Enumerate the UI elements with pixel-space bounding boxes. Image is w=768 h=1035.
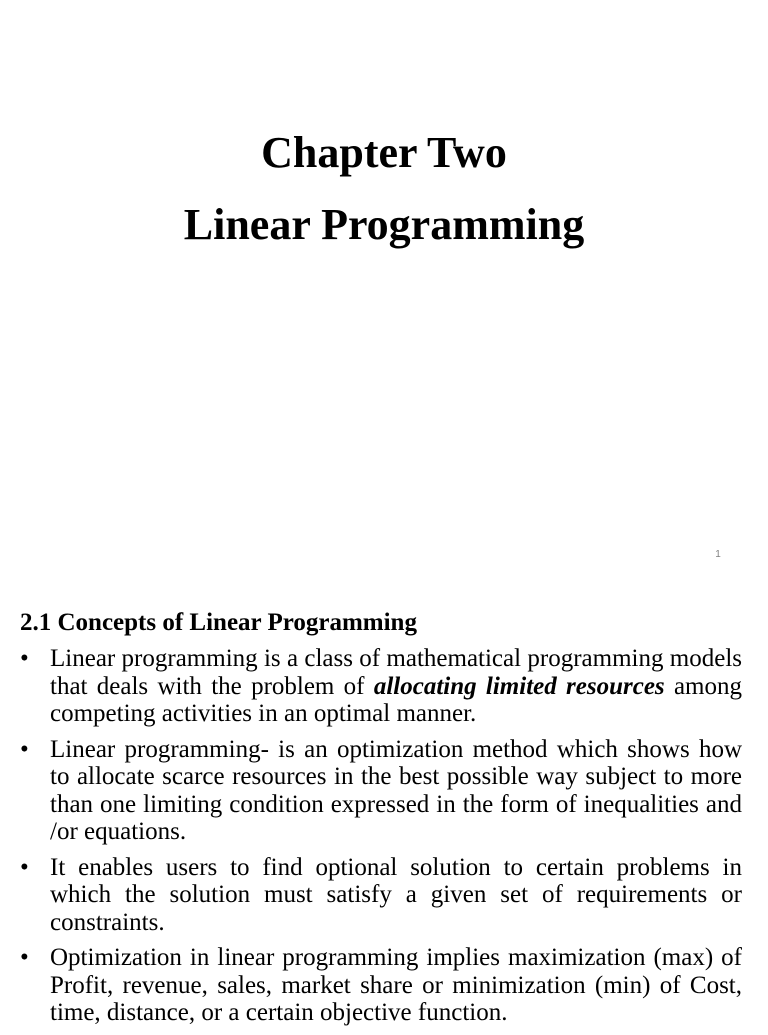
- chapter-subtitle: Linear Programming: [183, 200, 585, 249]
- content-slide: [0, 600, 768, 1024]
- bullet-text: It enables users to find optional solution to certain problems in which the solution must satisfy a given set of requirements or constraints.: [50, 853, 742, 936]
- section-heading: 2.1 Concepts of Linear Programming: [20, 609, 417, 636]
- bullet-text: Linear programming- is an optimization method which shows how to allocate scarce resources in the best possible way subject to more than one limiting condition expressed in the form of inequalities and /or equations.: [50, 735, 742, 845]
- bullet-item-optimization-method: [20, 736, 742, 846]
- bullet-icon: •: [20, 944, 29, 971]
- chapter-title: Chapter Two: [261, 128, 507, 177]
- bullet-text: Optimization in linear programming implies maximization (max) of Profit, revenue, sales, market share or minimization (min) of Cost, time, distance, or a certain objective function.: [50, 944, 742, 1026]
- bullet-text-part: Linear programming is a class of mathematical programming models that deals with the problem of: [50, 645, 742, 700]
- slide-page-number: 1: [715, 549, 721, 560]
- bullet-icon: •: [20, 735, 29, 763]
- bullet-list: [20, 645, 742, 1035]
- bullet-item-allocating-resources: [20, 645, 742, 728]
- bullet-item-optional-solution: [20, 854, 742, 937]
- bullet-icon: •: [20, 853, 29, 881]
- bullet-icon: •: [20, 645, 29, 672]
- bullet-emphasis: allocating limited resources: [373, 672, 665, 700]
- bullet-item-optimization-meaning: [20, 944, 742, 1027]
- bullet-text-part: among competing activities in an optimal manner.: [50, 672, 743, 727]
